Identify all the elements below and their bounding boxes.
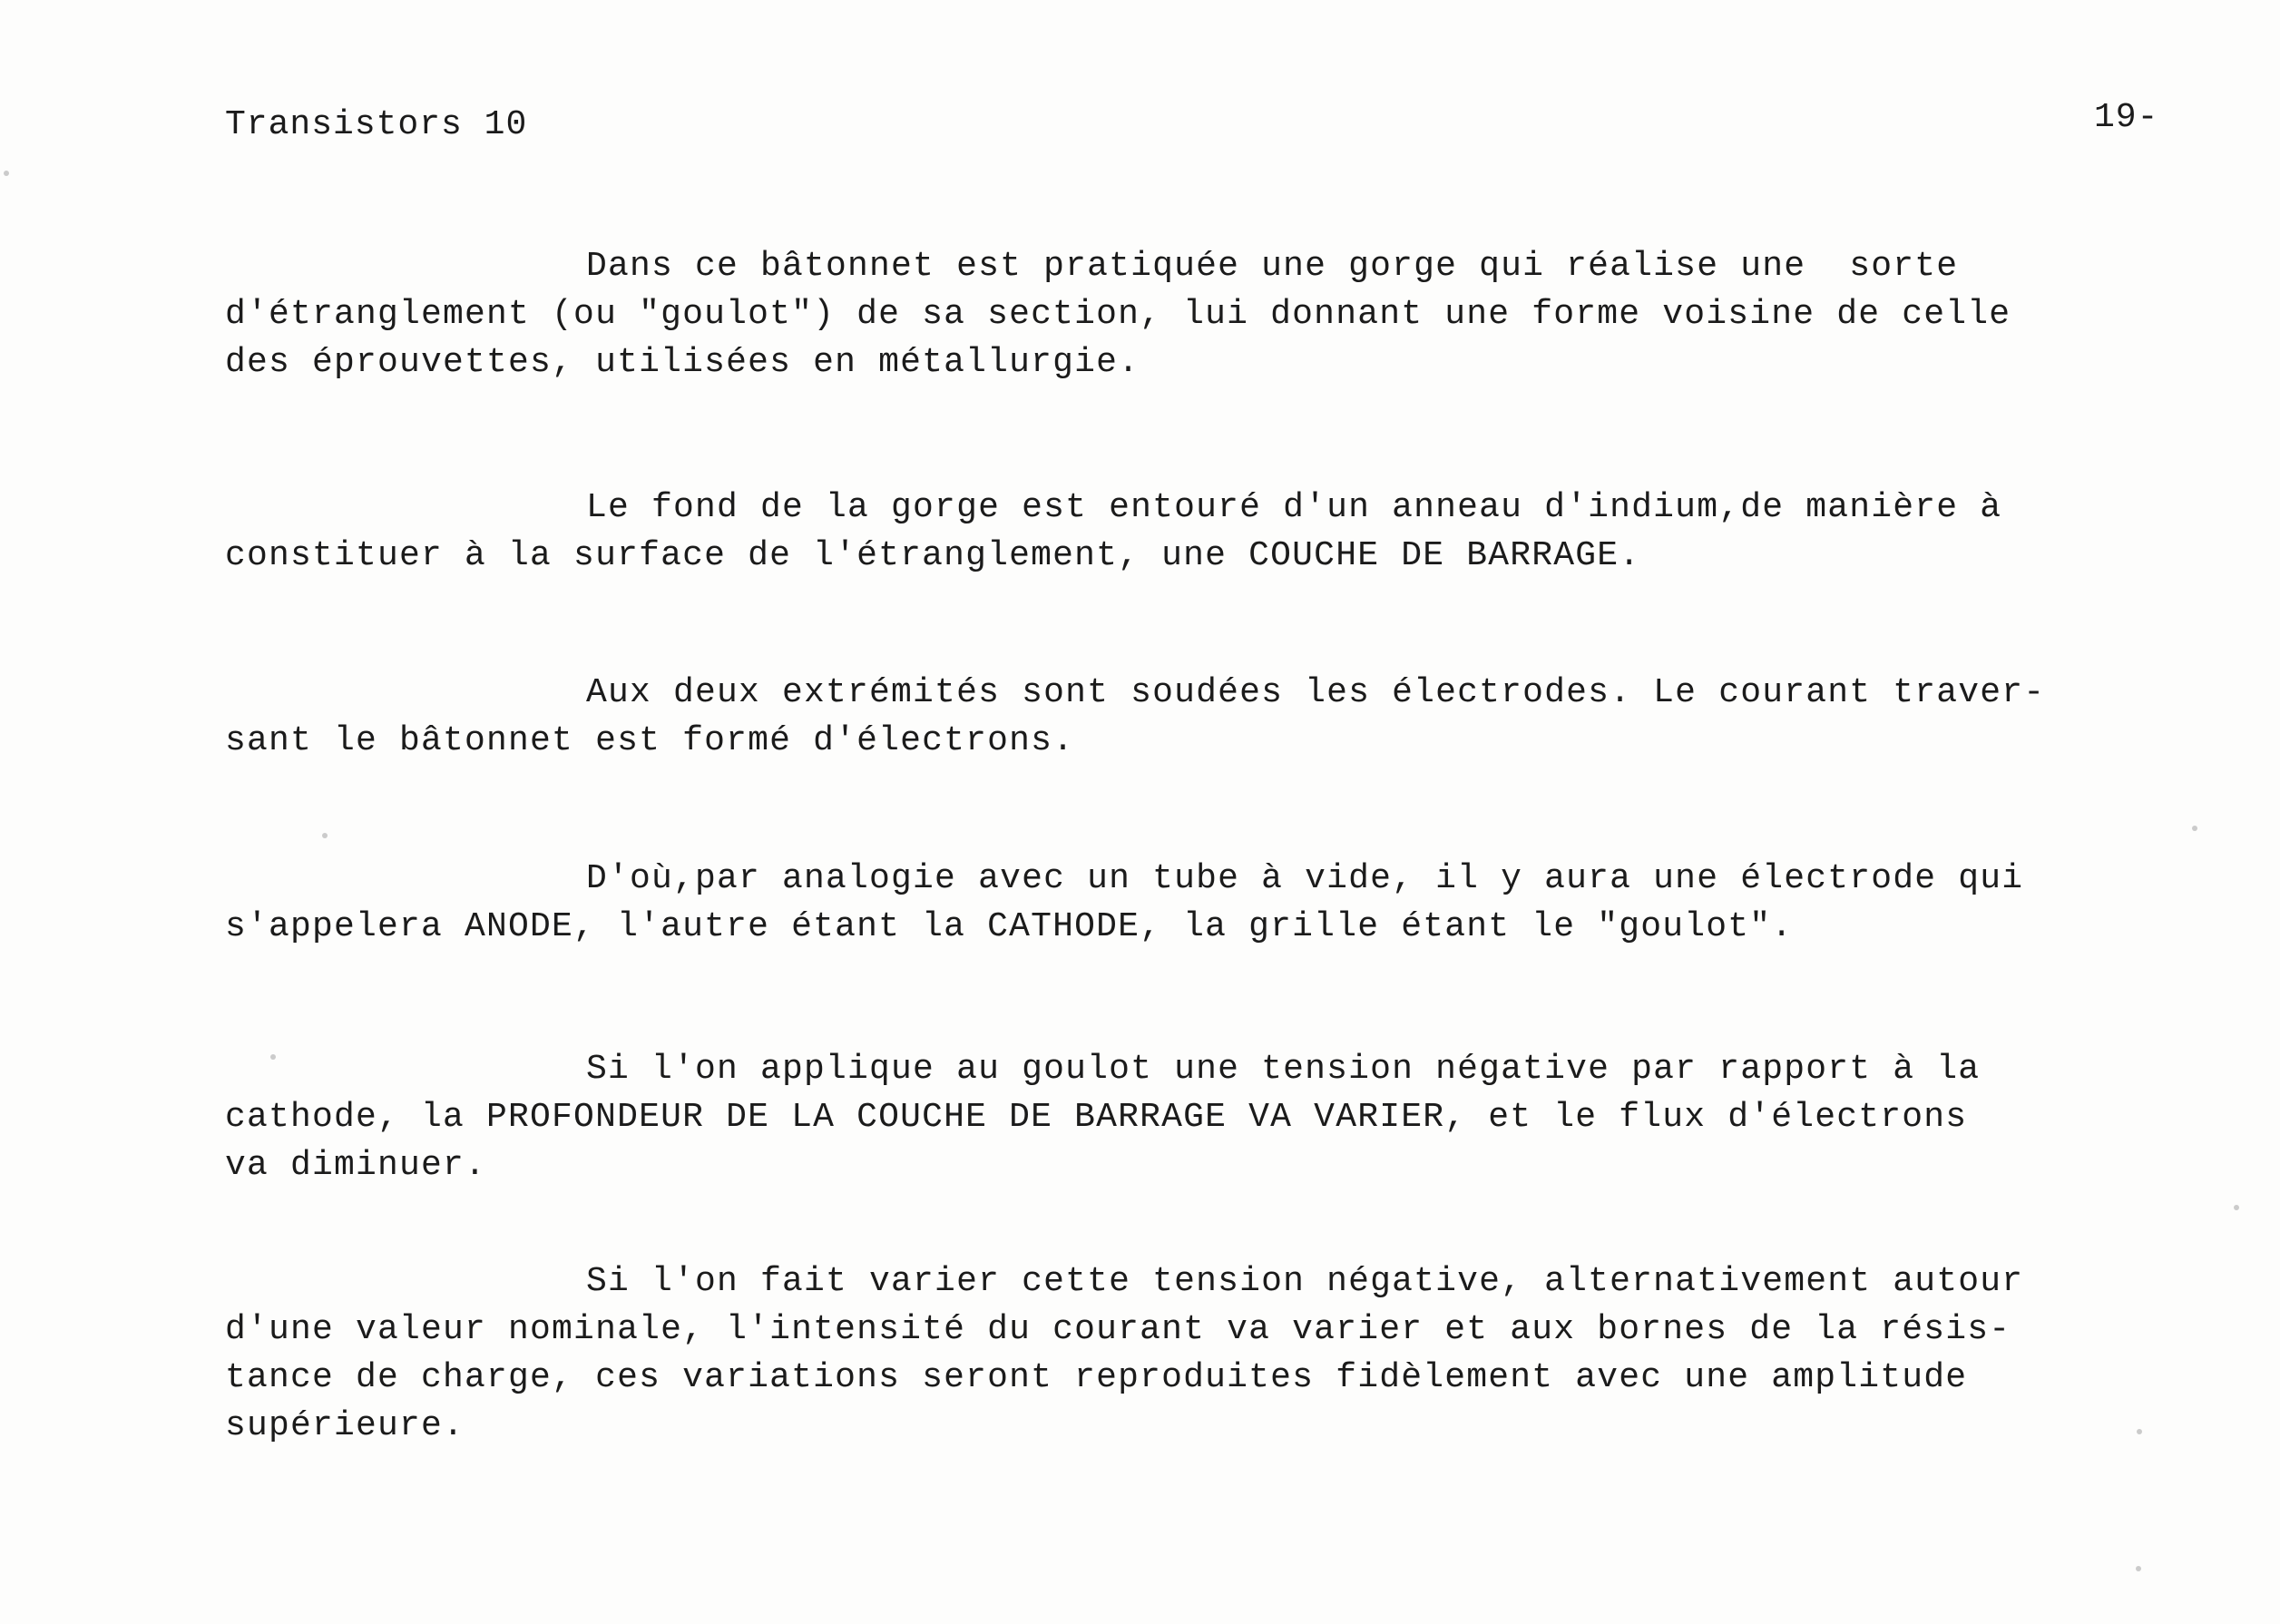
paragraph-4 bbox=[225, 855, 2194, 951]
speck bbox=[322, 833, 328, 838]
paragraph-1 bbox=[225, 242, 2194, 386]
speck bbox=[4, 171, 9, 176]
page-number: 19- bbox=[2094, 98, 2159, 137]
paragraph-line: Si l'on applique au goulot une tension négative par rapport à la bbox=[586, 1050, 1981, 1089]
paragraph-3 bbox=[225, 669, 2194, 765]
paragraph-line: Aux deux extrémités sont soudées les électrodes. Le courant traver- bbox=[586, 673, 2046, 712]
paragraph-5 bbox=[225, 1045, 2194, 1189]
paragraph-line: d'étranglement (ou "goulot") de sa section, lui donnant une forme voisine de celle bbox=[225, 295, 2011, 334]
paragraph-line: cathode, la PROFONDEUR DE LA COUCHE DE BARRAGE VA VARIER, et le flux d'électrons bbox=[225, 1098, 1968, 1137]
paragraph-line: Dans ce bâtonnet est pratiquée une gorge qui réalise une sorte bbox=[586, 247, 1959, 286]
paragraph-line: tance de charge, ces variations seront reproduites fidèlement avec une amplitude bbox=[225, 1358, 1968, 1397]
paragraph-line: Le fond de la gorge est entouré d'un anneau d'indium,de manière à bbox=[586, 488, 2002, 527]
paragraph-6 bbox=[225, 1257, 2194, 1450]
paragraph-line: s'appelera ANODE, l'autre étant la CATHODE, la grille étant le "goulot". bbox=[225, 907, 1794, 946]
document-title: Transistors 10 bbox=[225, 105, 528, 144]
paragraph-line: d'une valeur nominale, l'intensité du courant va varier et aux bornes de la résis- bbox=[225, 1310, 2011, 1349]
speck bbox=[2234, 1205, 2239, 1210]
speck bbox=[2192, 826, 2197, 831]
paragraph-2 bbox=[225, 484, 2194, 580]
paragraph-line: va diminuer. bbox=[225, 1146, 487, 1185]
speck bbox=[2136, 1566, 2141, 1571]
speck bbox=[270, 1054, 276, 1060]
speck bbox=[2137, 1429, 2142, 1434]
paragraph-line: supérieure. bbox=[225, 1406, 465, 1445]
paragraph-line: D'où,par analogie avec un tube à vide, il y aura une électrode qui bbox=[586, 859, 2024, 898]
paragraph-line: constituer à la surface de l'étranglement, une COUCHE DE BARRAGE. bbox=[225, 536, 1641, 575]
paragraph-line: des éprouvettes, utilisées en métallurgie. bbox=[225, 343, 1140, 382]
paragraph-line: Si l'on fait varier cette tension négative, alternativement autour bbox=[586, 1262, 2024, 1301]
paragraph-line: sant le bâtonnet est formé d'électrons. bbox=[225, 721, 1075, 760]
